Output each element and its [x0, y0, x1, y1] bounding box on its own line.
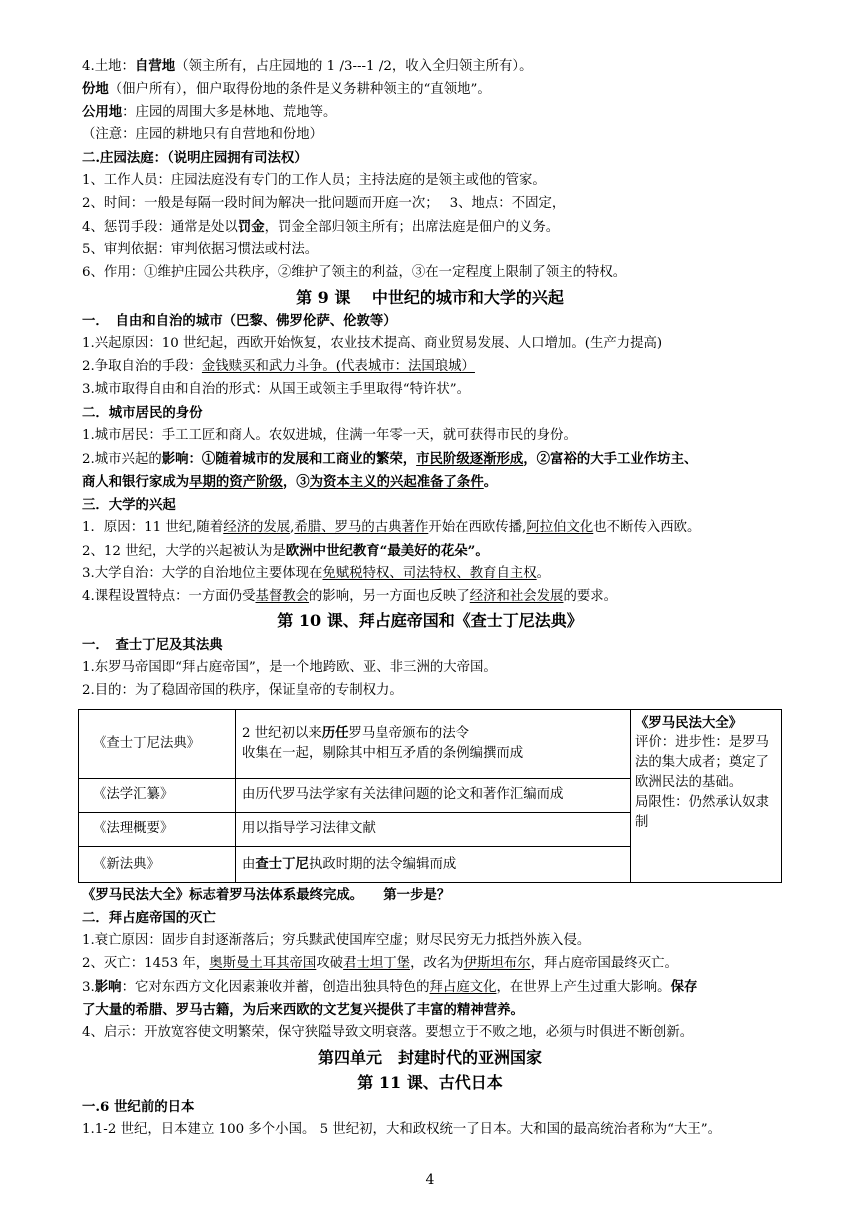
text-line: 1.东罗马帝国即“拜占庭帝国”，是一个地跨欧、亚、非三洲的大帝国。 [82, 660, 497, 675]
bold-term: ，②富裕的大手工业作坊主、 [523, 451, 698, 467]
text-line: 2.目的：为了稳固帝国的秩序，保证皇帝的专制权力。 [82, 683, 403, 698]
text-line: 1.兴起原因：10 世纪起，西欧开始恢复，农业技术提高、商业贸易发展、人口增加。(生产力提高) [82, 336, 663, 351]
text-span: 。 [536, 566, 551, 581]
underlined-term: 免赋税特权、司法特权、教育自主权 [322, 566, 537, 581]
bold-term: 公用地 [82, 104, 123, 120]
underlined-term: 经济和社会发展 [469, 589, 564, 604]
text-line [82, 472, 836, 492]
text-span: 3. [82, 980, 95, 995]
text-span: ：它对东西方文化因素兼收并蓄，创造出独具特色的 [121, 980, 430, 995]
law-desc: 用以指导学习法律文献 [236, 812, 631, 846]
desc-line [242, 723, 624, 744]
section-heading: 三．大学的兴起 [82, 497, 176, 513]
text-span: 2、灭亡：1453 年， [82, 956, 210, 971]
text-line: 2、时间：一般是每隔一段时间为解决一批问题而开庭一次； 3、地点：不固定， [82, 196, 566, 211]
bold-term: 查士丁尼 [255, 856, 309, 873]
text-line [82, 587, 836, 607]
text-line: 3.城市取得自由和自治的形式：从国王或领主手里取得“特许状”。 [82, 382, 471, 397]
bold-term: 历任 [321, 725, 349, 742]
bold-term: 影响：①随着城市的发展和工商业的繁荣， [161, 451, 417, 467]
text-span: 司法权 [254, 150, 295, 166]
text-span: 开始在西欧传播, [428, 520, 527, 535]
text-line [82, 449, 836, 470]
underlined-term: 为资本主义的兴起准备了条件 [309, 474, 484, 490]
text-span: 4、惩罚手段：通常是处以 [82, 220, 238, 235]
text-span: ，罚金全部归领主所有；出席法庭是佃户的义务。 [264, 220, 560, 235]
text-span: （说明庄园拥有 [167, 150, 255, 166]
text-span: （领主所有，占庄园地的 1 /3---1 /2，收入全归领主所有）。 [175, 59, 533, 74]
text-span: ：庄园的周围大多是林地、荒地等。 [122, 105, 337, 120]
summary-limit: 局限性：仍然承认奴隶制 [635, 795, 769, 830]
text-span: 也不断传入西欧。 [593, 520, 701, 535]
summary-title: 《罗马民法大全》 [635, 715, 743, 731]
lesson-heading: 第 9 课 中世纪的城市和大学的兴起 [296, 288, 564, 307]
text-line [82, 954, 836, 974]
text-span: 攻破 [316, 956, 344, 971]
text-span: 罗马皇帝颁布的法令 [348, 726, 470, 742]
text-line: 6、作用：①维护庄园公共秩序，②维护了领主的利益，③在一定程度上限制了领主的特权。 [82, 265, 627, 280]
unit-heading: 第四单元 封建时代的亚洲国家 [317, 1048, 542, 1067]
section-heading: 二．拜占庭帝国的灭亡 [82, 910, 216, 926]
text-span: 的要求。 [563, 589, 618, 604]
bold-term: 自营地 [134, 58, 176, 74]
text-span: 由 [242, 857, 256, 873]
underlined-term: 奥斯曼土耳其帝国 [209, 956, 317, 971]
text-span: ，③ [282, 474, 310, 490]
bold-term: 份地 [82, 81, 109, 97]
text-span: , [290, 520, 295, 535]
text-line [82, 79, 836, 100]
text-line: 1、工作人员：庄园法庭没有专门的工作人员；主持法庭的是领主或他的管家。 [82, 173, 546, 188]
text-span: 。 [483, 474, 498, 490]
text-span: ） [294, 150, 308, 166]
text-line: 《罗马民法大全》标志着罗马法体系最终完成。 第一步是？ [82, 887, 451, 903]
section-heading: 一． 查士丁尼及其法典 [82, 637, 223, 653]
summary-eval: 评价：进步性：是罗马法的集大成者；奠定了欧洲民法的基础。 [635, 735, 769, 790]
text-span: ，改名为 [410, 956, 464, 971]
text-span: 执政时期的法令编辑而成 [308, 857, 457, 873]
text-span: 二.庄园法庭： [82, 150, 168, 166]
text-span: 2、12 世纪，大学的兴起被认为是 [82, 544, 286, 559]
underlined-term: 希腊、罗马的古典著作 [294, 520, 429, 535]
law-desc [236, 847, 631, 883]
law-table [78, 709, 782, 883]
underlined-term: 市民阶级逐渐形成 [416, 451, 524, 467]
text-span: ，在世界上产生过重大影响。 [496, 980, 671, 995]
section-heading: 二．城市居民的身份 [82, 405, 203, 421]
text-line [82, 357, 836, 377]
bold-term: 欧洲中世纪教育“最美好的花朵”。 [285, 543, 489, 559]
text-span: 2 世纪初以来 [242, 726, 322, 742]
lesson-heading: 第 11 课、古代日本 [357, 1073, 503, 1092]
text-line: 了大量的希腊、罗马古籍，为后来西欧的文艺复兴提供了丰富的精神营养。 [82, 1002, 524, 1018]
text-line [82, 541, 836, 562]
text-line: 1.城市居民：手工工匠和商人。农奴进城，住满一年零一天，就可获得市民的身份。 [82, 428, 577, 443]
page-number: 4 [425, 1172, 435, 1188]
summary-cell [631, 710, 782, 883]
text-line: 5、审判依据：审判依据习惯法或村法。 [82, 242, 319, 257]
underlined-term: 经济的发展 [223, 520, 291, 535]
section-heading: 一.6 世纪前的日本 [82, 1099, 195, 1115]
text-line [82, 977, 836, 998]
text-span: 商人和银行家成为 [82, 474, 190, 490]
underlined-term: 阿拉伯文化 [526, 520, 594, 535]
underlined-term: 拜占庭文化 [429, 980, 497, 995]
bold-term: 影响 [94, 979, 122, 995]
bold-term: 保存 [670, 979, 698, 995]
text-line: （注意：庄园的耕地只有自营地和份地） [82, 127, 324, 142]
law-desc [236, 710, 631, 779]
law-name: 《新法典》 [79, 847, 236, 883]
text-span: 4.课程设置特点：一方面仍受 [82, 589, 256, 604]
text-span: （佃户所有），佃户取得份地的条件是义务耕种领主的“直领地”。 [108, 82, 491, 97]
text-line [82, 102, 836, 123]
section-heading: 一． 自由和自治的城市（巴黎、佛罗伦萨、伦敦等） [82, 313, 397, 329]
law-desc: 由历代罗马法学家有关法律问题的论文和著作汇编而成 [236, 778, 631, 812]
text-span: 的影响，另一方面也反映了 [309, 589, 470, 604]
text-line: 1.衰亡原因：固步自封逐渐落后；穷兵黩武使国库空虚；财尽民穷无力抵挡外族入侵。 [82, 933, 591, 948]
law-name: 《法理概要》 [79, 812, 236, 846]
text-span: 1．原因：11 世纪,随着 [82, 520, 224, 535]
text-line [82, 217, 836, 238]
law-name: 《法学汇纂》 [79, 778, 236, 812]
text-line: 1.1-2 世纪，日本建立 100 多个小国。 5 世纪初，大和政权统一了日本。大和国的最高统治者称为“大王”。 [82, 1122, 722, 1137]
text-span: ，拜占庭帝国最终灭亡。 [530, 956, 678, 971]
table-row [79, 710, 782, 779]
text-span: 3.大学自治：大学的自治地位主要体现在 [82, 566, 323, 581]
underlined-term: 基督教会 [255, 589, 310, 604]
law-name: 《查士丁尼法典》 [79, 710, 236, 779]
text-span: 2.城市兴起的 [82, 452, 162, 467]
underlined-term: 伊斯坦布尔 [463, 956, 531, 971]
underlined-term: 金钱赎买和武力斗争。(代表城市：法国琅城） [201, 359, 475, 374]
bold-term: 罚金 [237, 219, 265, 235]
underlined-term: 君士坦丁堡 [343, 956, 411, 971]
text-line [82, 56, 836, 77]
underlined-term: 早期的资产阶级 [189, 474, 283, 490]
text-span: 4.土地： [82, 59, 135, 74]
text-line [82, 518, 836, 538]
text-line [82, 564, 836, 584]
text-span: 2.争取自治的手段： [82, 359, 202, 374]
text-line: 4、启示：开放宽容使文明繁荣，保守狭隘导致文明衰落。要想立于不败之地，必须与时俱进不断创新。 [82, 1025, 694, 1040]
desc-line: 收集在一起，剔除其中相互矛盾的条例编撰而成 [242, 746, 524, 762]
lesson-heading: 第 10 课、拜占庭帝国和《查士丁尼法典》 [277, 611, 583, 630]
section-heading [82, 148, 836, 168]
